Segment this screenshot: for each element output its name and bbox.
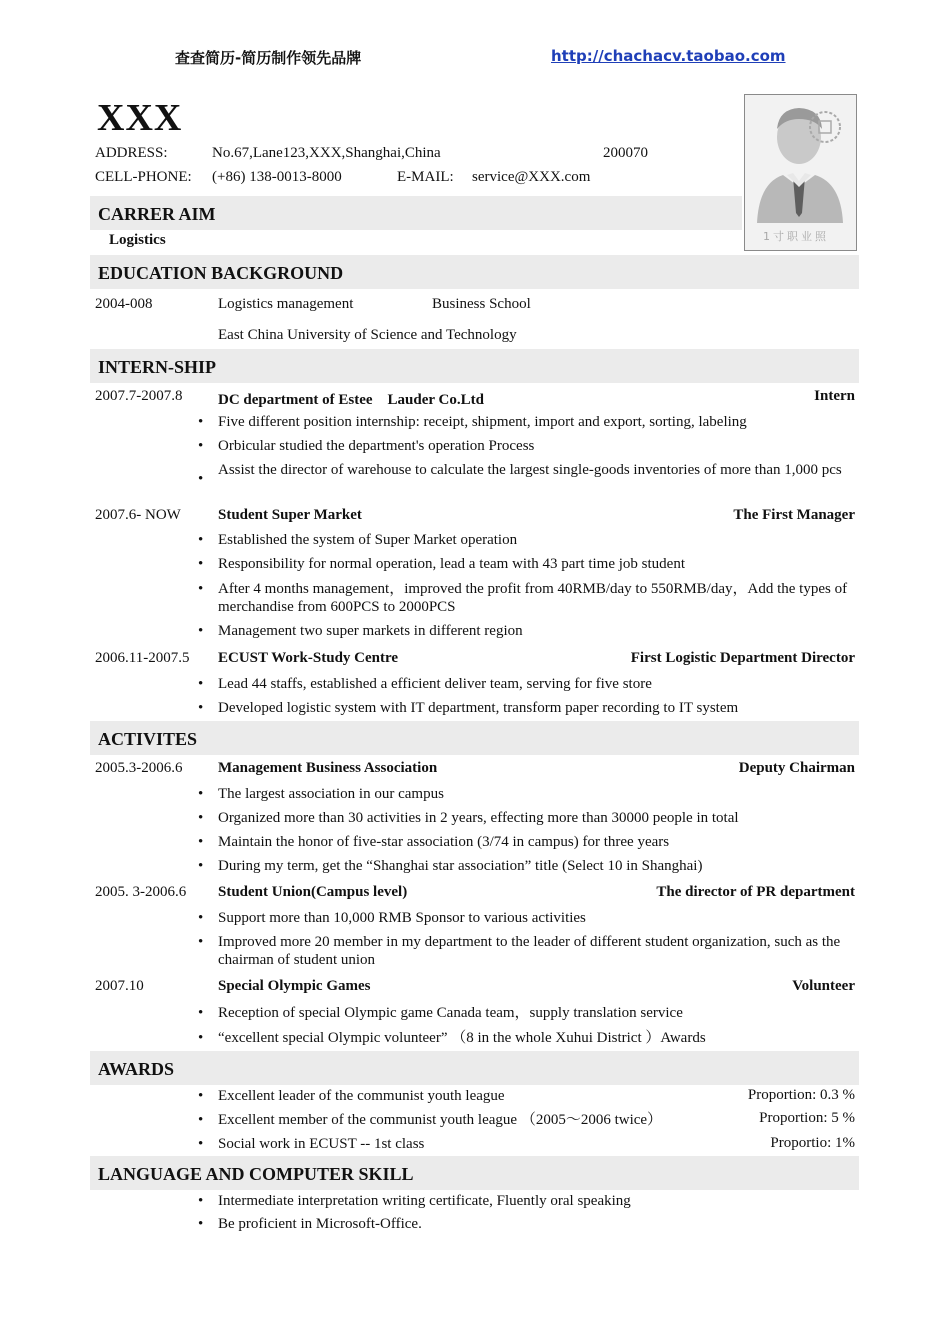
award-proportion: Proportion: 0.3 %: [747, 1087, 855, 1103]
brand-header: 查查简历-简历制作领先品牌: [175, 49, 362, 67]
entry-org: Management Business Association: [218, 760, 438, 776]
person-silhouette-icon: [745, 95, 856, 250]
phone-label: CELL-PHONE:: [95, 169, 192, 185]
entry-role: Deputy Chairman: [738, 760, 855, 776]
award-proportion: Proportio: 1%: [770, 1135, 855, 1151]
entry-date: 2006.11-2007.5: [95, 650, 190, 666]
section-title: INTERN-SHIP: [98, 357, 217, 377]
address-value: No.67,Lane123,XXX,Shanghai,China: [212, 145, 441, 161]
entry-role: Volunteer: [792, 978, 855, 994]
entry-org: DC department of Estee Lauder Co.Ltd: [218, 392, 484, 408]
award-proportion: Proportion: 5 %: [759, 1110, 855, 1126]
entry-role: The First Manager: [733, 507, 855, 523]
entry-role: The director of PR department: [656, 884, 855, 900]
section-header-education: [90, 255, 859, 289]
entry-org: ECUST Work-Study Centre: [218, 650, 399, 666]
education-university: East China University of Science and Technology: [218, 327, 517, 343]
entry-date: 2007.10: [95, 978, 144, 994]
resume-page: 查查简历-简历制作领先品牌 http://chachacv.taobao.com XXX ADDRESS: No.67,Lane123,XXX,Shanghai,China 200070 CELL-PHONE: (+86) 138-0013-8000 E-MAIL: service@XXX.com 1寸职业照 CARRER AIM Logistics EDUCATION BACKGROUND 2004-008 Logistics management Business School East China University of Science and Technology INTERN-SHIP 2007.7-2007.8 DC department of Estee Lauder Co.Ltd Intern • Five different position internship: receipt, shipment, import and export, sorting, labeling • Orbicular studied the department's operation Process • Assist the director of warehouse to calculate the largest single-goods inventories of more than 1,000 pcs 2007.6- NOW Student Super Market The First Manager • Established the system of Super Market operation • Responsibility for normal operation, lead a team with 43 part time job student • After 4 months management，improved the profit from 40RMB/day to 550RMB/day，Add the types of merchandise from 600PCS to 2000PCS • Management two super markets in different region 2006.11-2007.5 ECUST Work-Study Centre First Logistic Department Director • Lead 44 staffs, established a efficient deliver team, serving for five store • Developed logistic system with IT department, transform paper recording to IT system ACTIVITES 2005.3-2006.6 Management Business Association Deputy Chairman • The largest association in our campus • Organized more than 30 activities in 2 years, effecting more than 30000 people in total • Maintain the honor of five-star association (3/74 in campus) for three years • During my term, get the “Shanghai star association” title (Select 10 in Shanghai) 2005. 3-2006.6 Student Union(Campus level) The director of PR department • Support more than 10,000 RMB Sponsor to various activities • Improved more 20 member in my department to the leader of different student organization, such as the chairman of student union 2007.10 Special Olympic Games Volunteer • Reception of special Olympic game Canada team，supply translation service • “excellent special Olympic volunteer” （8 in the whole Xuhui District ）Awards AWARDS • Excellent leader of the communist youth league Proportion: 0.3 % • Excellent member of the communist youth league （2005～2006 twice） Proportion: 5 % • Social work in ECUST -- 1st class Proportio: 1% LANGUAGE AND COMPUTER SKILL • Intermediate interpretation writing certificate, Fluently oral speaking • Be proficient in Microsoft-Office.: [0, 0, 950, 1344]
education-date: 2004-008: [95, 296, 153, 312]
entry-org: Special Olympic Games: [218, 978, 371, 994]
education-school: Business School: [432, 296, 531, 312]
aim-value: Logistics: [109, 232, 166, 248]
section-title: LANGUAGE AND COMPUTER SKILL: [98, 1164, 414, 1184]
section-title: ACTIVITES: [98, 729, 198, 749]
section-header-aim: [90, 196, 742, 230]
phone-value: (+86) 138-0013-8000: [212, 169, 342, 185]
email-label: E-MAIL:: [397, 169, 454, 185]
section-header-internship: [90, 349, 859, 383]
education-major: Logistics management: [218, 296, 354, 312]
entry-date: 2005.3-2006.6: [95, 760, 183, 776]
entry-org: Student Super Market: [218, 507, 362, 523]
photo-caption: 1寸职业照: [763, 230, 829, 243]
section-header-activities: [90, 721, 859, 755]
photo-placeholder: [744, 94, 857, 251]
entry-date: 2005. 3-2006.6: [95, 884, 187, 900]
section-header-skills: [90, 1156, 859, 1190]
section-title: AWARDS: [98, 1059, 175, 1079]
header-link[interactable]: http://chachacv.taobao.com: [551, 47, 786, 65]
email-value: service@XXX.com: [472, 169, 591, 185]
candidate-name: XXX: [97, 97, 183, 139]
entry-role: First Logistic Department Director: [630, 650, 855, 666]
entry-role: Intern: [814, 388, 855, 404]
section-title: EDUCATION BACKGROUND: [98, 263, 344, 283]
entry-date: 2007.6- NOW: [95, 507, 181, 523]
section-header-awards: [90, 1051, 859, 1085]
entry-org: Student Union(Campus level): [218, 884, 408, 900]
section-title: CARRER AIM: [98, 204, 216, 224]
entry-date: 2007.7-2007.8: [95, 388, 183, 404]
postcode: 200070: [603, 145, 648, 161]
address-label: ADDRESS:: [95, 145, 168, 161]
